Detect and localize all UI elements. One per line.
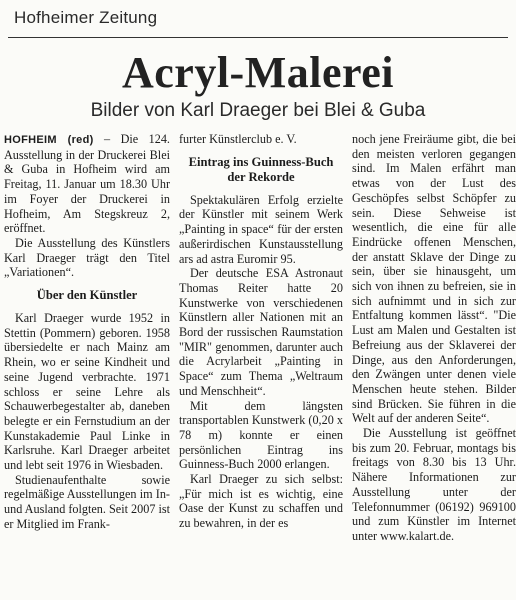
- masthead-rule: [8, 37, 508, 38]
- paragraph: Studienaufenthalte sowie regelmäßige Ausstellungen im In- und Ausland folgten. Seit 2007 ist er Mitglied im Frank-: [4, 472, 170, 531]
- newspaper-masthead: Hofheimer Zeitung: [14, 8, 158, 27]
- article-column-2: [179, 132, 343, 600]
- paragraph: Der deutsche ESA Astronaut Thomas Reiter hatte 20 Kunstwerke von verschiedenen Künstlern aller Nationen mit an Bord der russischen Raumstation "MIR" genommen, darunter auch die Acrylarbeit „Painting in Space“ zum Thema „Weltraum und Menschheit“.: [179, 266, 343, 398]
- article-column-3: [352, 132, 516, 600]
- section-heading-artist: Über den Künstler: [36, 288, 138, 303]
- paragraph: Die Ausstellung ist geöffnet bis zum 20. Februar, montags bis freitags von 8.30 bis 13 Uhr. Nähere Informationen zur Ausstellung unter der Telefonnummer (06192) 969100 und zum Künstler im Internet unter www.kalart.de.: [352, 426, 516, 543]
- paragraph: Karl Draeger zu sich selbst: „Für mich ist es wichtig, eine Oase der Kunst zu schaffen und zu bewahren, in der es: [179, 472, 343, 531]
- article-subheadline: Bilder von Karl Draeger bei Blei & Guba: [90, 100, 426, 121]
- dateline: HOFHEIM (red): [4, 134, 94, 146]
- paragraph: Spektakulären Erfolg erzielte der Künstler mit seinem Werk „Painting in space“ für der ersten außerirdischen Kunstausstellung ars ad astra Euromir 95.: [179, 192, 343, 266]
- paragraph: Karl Draeger wurde 1952 in Stettin (Pommern) geboren. 1958 übersiedelte er nach Mainz am Rhein, wo er seine Kindheit und seine Jugend verbrachte. 1971 schloss er seine Lehre als Schauwerbegestalter ab, daneben belegte er ein Fernstudium an der Kunstakademie Paul Linke in Karlsruhe. Karl Draeger arbeitet und lebt seit 1976 in Wiesbaden.: [4, 311, 170, 473]
- lead-paragraph-text: – Die 124. Ausstellung in der Druckerei Blei & Guba in Hofheim wird am Freitag, 11. Januar um 18.30 Uhr im Foyer der Druckerei in Hofheim, Am Stegskreuz 2, eröffnet.: [4, 132, 170, 236]
- paragraph: noch jene Freiräume gibt, die bei den meisten verloren gegangen sind. Im Malen erfährt man etwas von der Lust des Geschöpfes selbst Schöpfer zu sein. Diese Sehweise ist wesentlich, die eine für alle Eindrücke offenen Menschen, der anstatt Sklave der Dinge zu sein, über sie hinausgeht, um sich von ihnen zu befreien, sie in sich aufnimmt und in sich zur Entfaltung kommen lässt“. "Die Lust am Malen und Gestalten ist Befreiung aus der Sklaverei der Dinge, aus den Anforderungen, den Zwängen unter denen viele Menschen heute stehen. Bilder sind Brücken. Sie führen in die Welt auf der anderen Seite“.: [352, 132, 516, 426]
- paragraph: Die Ausstellung des Künstlers Karl Draeger trägt den Titel „Variationen“.: [4, 235, 170, 280]
- paragraph: Mit dem längsten transportablen Kunstwerk (0,20 x 78 m) konnte er einen persönlichen Eintrag ins Guinness-Buch 2000 erlangen.: [179, 398, 343, 472]
- article-headline: Acryl-Malerei: [122, 48, 394, 97]
- article-column-1: [4, 132, 170, 600]
- paragraph: furter Künstlerclub e. V.: [179, 132, 297, 146]
- section-heading-guinness: Eintrag ins Guinness-Buch der Rekorde: [188, 154, 334, 184]
- lead-paragraph: [4, 132, 170, 236]
